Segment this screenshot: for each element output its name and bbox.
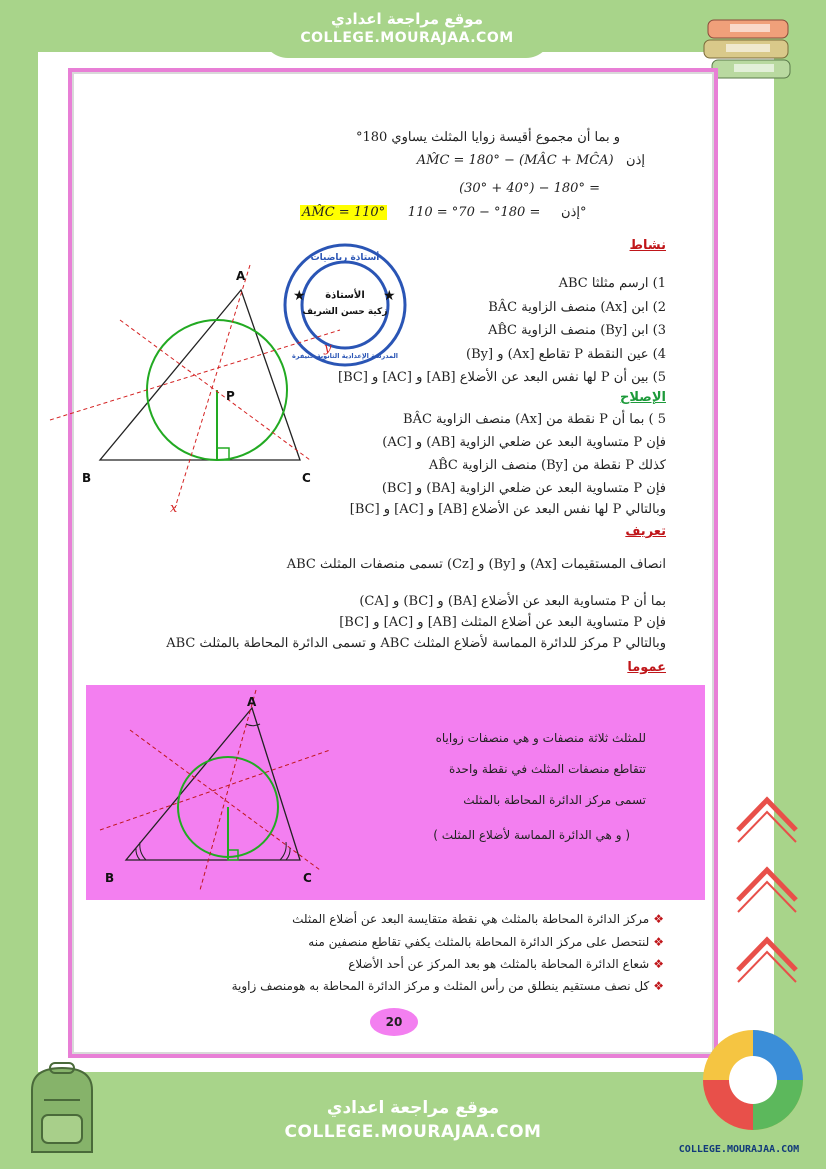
summary-line-1: للمثلث ثلاثة منصفات و هي منصفات زواياه <box>435 731 646 745</box>
footer-tab <box>268 1072 558 1169</box>
site-logo <box>694 1024 812 1140</box>
label-a: A <box>236 269 246 283</box>
correction-line-2: فإن P متساوية البعد عن ضلعي الزاوية [AB) و [AC) <box>382 435 666 450</box>
bullet-1: ❖مركز الدائرة المحاطة بالمثلث هي نقطة متقايسة البعد عن أضلاع المثلث <box>292 912 664 926</box>
bullet-icon: ❖ <box>653 979 664 993</box>
definition-line-2: بما أن P متساوية البعد عن الأضلاع [BA) و [BC) و [CA) <box>359 594 666 609</box>
proof-line-2 <box>417 153 645 168</box>
activity-item-4: 4) عين النقطة P تقاطع [Ax) و [By) <box>466 347 666 362</box>
bullet-icon: ❖ <box>653 957 664 971</box>
summary-line-3: تسمى مركز الدائرة المحاطة بالمثلث <box>463 793 646 807</box>
activity-item-5: 5) بين أن P لها نفس البعد عن الأضلاع [AB] و [AC] و [BC] <box>338 370 666 385</box>
stamp-bottom-text: المدرسة الإعدادية الثانوية خنيفرة <box>291 352 399 360</box>
activity-title: نشاط <box>629 238 666 253</box>
label-y: y <box>324 341 332 356</box>
header-site-url[interactable]: COLLEGE.MOURAJAA.COM <box>300 30 514 46</box>
summary-line-4: ( و هي الدائرة المماسة لأضلاع المثلث ) <box>433 828 630 842</box>
proof-line-3 <box>459 181 600 196</box>
definition-line-4: وبالتالي P مركز للدائرة المماسة لأضلاع المثلث ABC و تسمى الدائرة المحاطة بالمثلث ABC <box>166 636 666 651</box>
activity-item-2: 2) ابن [Ax) منصف الزاوية BÂC <box>488 300 666 315</box>
stamp-star-right: ★ <box>383 288 396 304</box>
footer-site-arabic: موقع مراجعة اعدادي <box>326 1098 500 1118</box>
bullet-2: ❖لنتحصل على مركز الدائرة المحاطة بالمثلث يكفي تقاطع منصفين منه <box>308 935 664 949</box>
triangle-figure-2 <box>100 690 330 890</box>
fig2-label-b: B <box>105 871 115 885</box>
label-p: P <box>226 389 235 403</box>
correction-line-5: وبالتالي P لها نفس البعد عن الأضلاع [AB] و [AC] و [BC] <box>349 502 666 517</box>
proof-line-1: و بما أن مجموع أقيسة زوايا المثلث يساوي 180° <box>355 130 620 145</box>
chevron-decoration-icon <box>732 790 802 1020</box>
definition-line-1: انصاف المستقيمات [Ax) و [By) و [Cz) تسمى منصفات المثلث ABC <box>286 557 666 572</box>
page-number: 20 <box>370 1008 418 1036</box>
backpack-icon <box>12 1060 112 1160</box>
proof-line-3-math: = 180° − (40° + 30°) <box>459 181 600 196</box>
bisector-a <box>175 265 250 508</box>
bullet-4: ❖كل نصف مستقيم ينطلق من رأس المثلث و مركز الدائرة المحاطة به هومنصف زاوية <box>231 979 664 993</box>
correction-title: الإصلاح <box>620 390 666 405</box>
activity-item-3: 3) ابن [By) منصف الزاوية AB̂C <box>488 323 666 338</box>
fig2-label-a: A <box>247 695 257 709</box>
label-c: C <box>302 471 311 485</box>
proof-line-4-math: = 180° − 70° = 110° <box>407 205 587 220</box>
bullet-icon: ❖ <box>653 935 664 949</box>
stamp-star-left: ★ <box>293 288 306 304</box>
definition-line-3: فإن P متساوية البعد عن أضلاع المثلث [AB] و [AC] و [BC] <box>339 615 666 630</box>
header-site-arabic: موقع مراجعة اعدادي <box>331 10 483 28</box>
left-border-band <box>0 0 38 1169</box>
proof-line-2-math: AM̂C = 180° − (MÂC + MĈA) <box>416 153 614 168</box>
logo-caption[interactable]: COLLEGE.MOURAJAA.COM <box>678 1144 800 1155</box>
summary-line-2: تتقاطع منصفات المثلث في نقطة واحدة <box>448 762 646 776</box>
bullet-icon: ❖ <box>653 912 664 926</box>
right-angle-mark <box>217 448 229 460</box>
stamp-top-text: أستاذة رياضيات <box>310 253 380 263</box>
correction-line-3: كذلك P نقطة من [By) منصف الزاوية AB̂C <box>428 458 666 473</box>
bisector-c <box>120 320 310 460</box>
stamp-middle-1: الأستاذة <box>325 290 365 301</box>
label-b: B <box>82 471 92 485</box>
header-tab <box>262 0 552 58</box>
correction-line-1: 5 ) بما أن P نقطة من [Ax) منصف الزاوية BÂC <box>403 412 666 427</box>
triangle-figure-1 <box>82 260 340 520</box>
fig2-label-c: C <box>303 871 312 885</box>
stamp-middle-2: زكية حسن الشريف <box>302 307 388 317</box>
footer-site-url[interactable]: COLLEGE.MOURAJAA.COM <box>284 1122 542 1142</box>
activity-item-1: 1) ارسم مثلثا ABC <box>558 276 666 291</box>
correction-line-4: فإن P متساوية البعد عن ضلعي الزاوية [BA) و [BC) <box>381 481 666 496</box>
proof-result: AM̂C = 110° <box>302 205 386 220</box>
general-title: عموما <box>627 660 666 675</box>
proof-line-2-ar: إذن <box>626 153 645 168</box>
proof-line-4-ar: إذن <box>561 205 580 220</box>
label-x: x <box>170 501 178 516</box>
definition-title: تعريف <box>625 524 666 539</box>
proof-line-4 <box>300 205 587 220</box>
bullet-3: ❖شعاع الدائرة المحاطة بالمثلث هو بعد المركز عن أحد الأضلاع <box>348 957 664 971</box>
